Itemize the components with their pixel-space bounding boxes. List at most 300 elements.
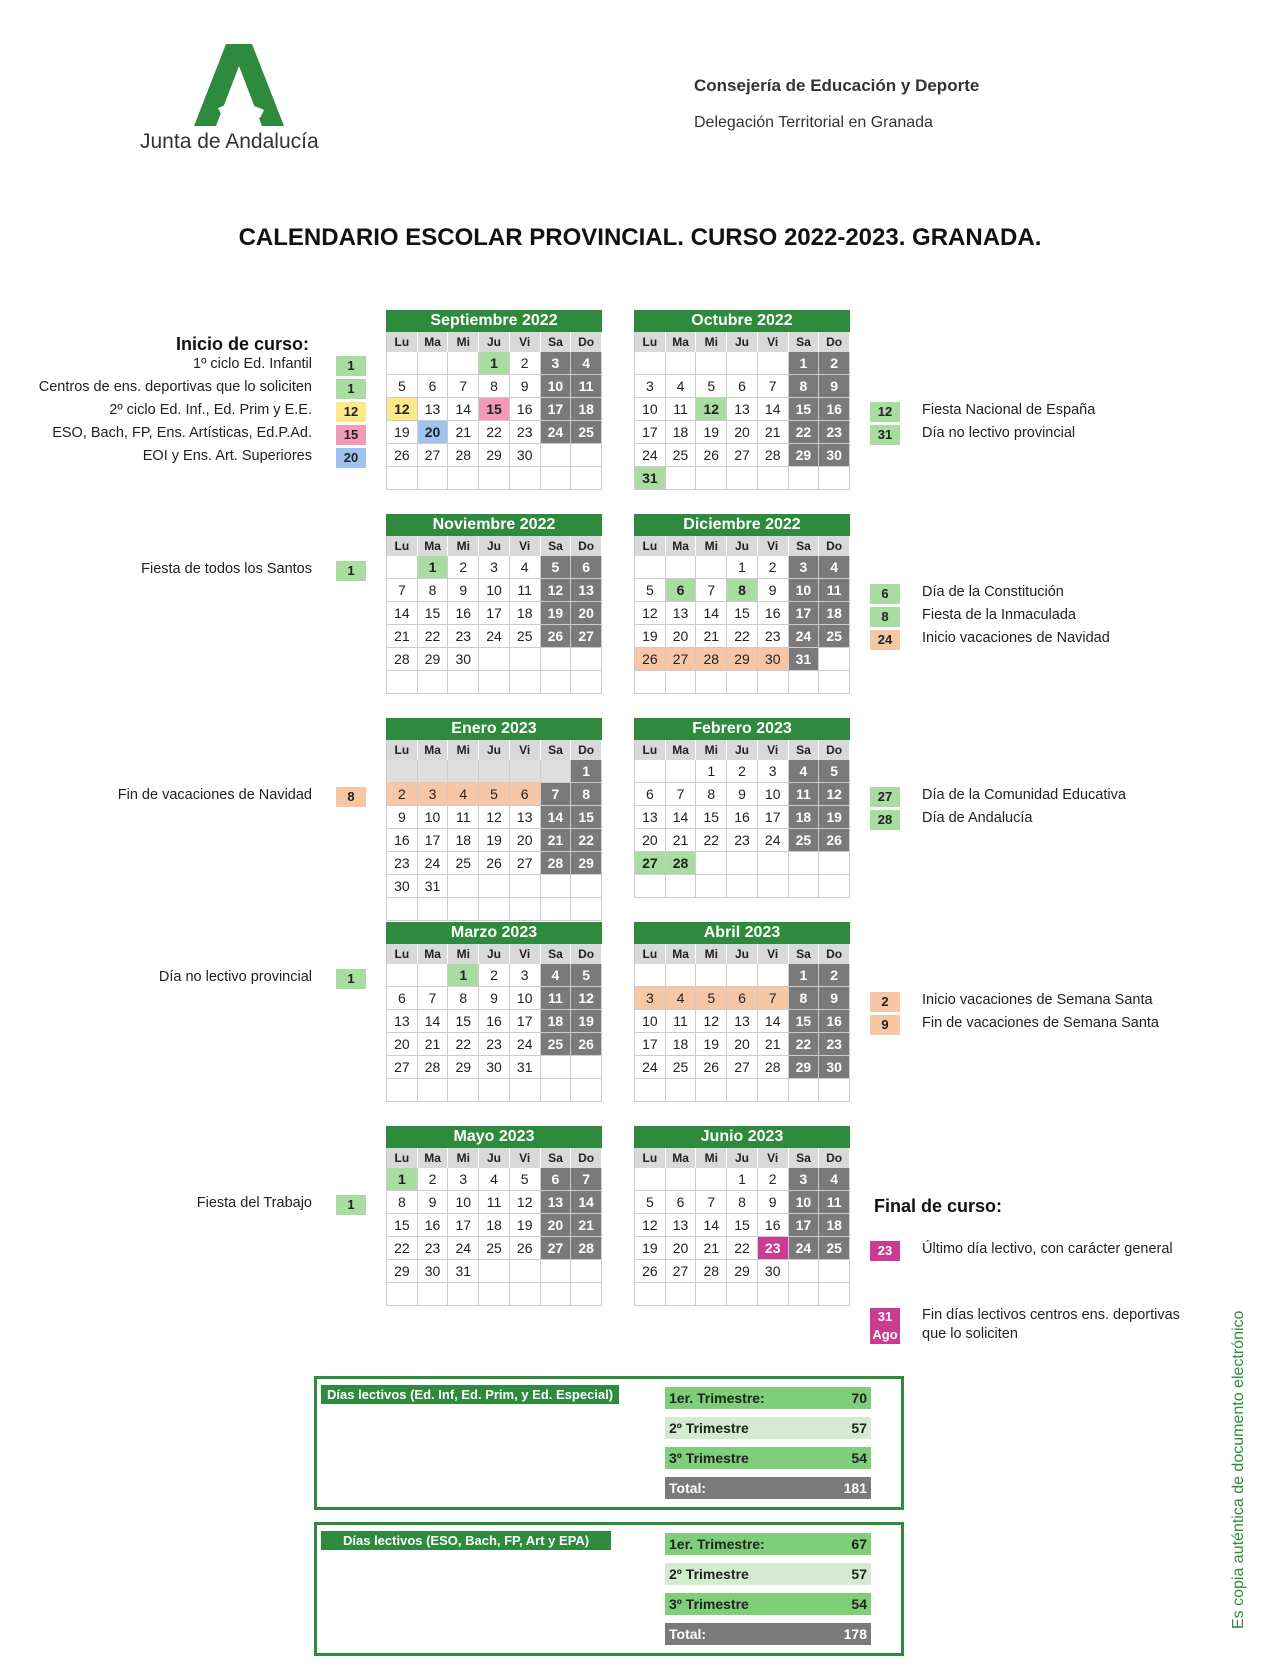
- empty-day-cell: [571, 467, 602, 490]
- empty-day-cell: [448, 467, 479, 490]
- day-cell: 26: [479, 852, 510, 875]
- day-cell: 11: [448, 806, 479, 829]
- page-title: CALENDARIO ESCOLAR PROVINCIAL. CURSO 2022-2023. GRANADA.: [238, 224, 1042, 251]
- day-cell: 21: [448, 421, 479, 444]
- empty-day-cell: [510, 648, 541, 671]
- empty-day-cell: [510, 875, 541, 898]
- day-cell: 11: [510, 579, 541, 602]
- day-cell: 15: [696, 806, 727, 829]
- octubre-note-badge-1: 12: [870, 402, 900, 422]
- summary-row-value: 178: [843, 1626, 867, 1642]
- empty-day-cell: [387, 352, 418, 375]
- day-cell: 1: [479, 352, 510, 375]
- day-cell: 28: [758, 1056, 789, 1079]
- day-cell: 25: [571, 421, 602, 444]
- inicio-label-5: EOI y Ens. Art. Superiores: [142, 448, 312, 464]
- day-cell: 14: [758, 398, 789, 421]
- empty-day-cell: [448, 1283, 479, 1306]
- weekday-header: Lu: [635, 740, 666, 760]
- inicio-label-2: Centros de ens. deportivas que lo soliciten: [38, 379, 312, 395]
- empty-day-cell: [696, 467, 727, 490]
- day-cell: 23: [510, 421, 541, 444]
- day-cell: 19: [635, 1237, 666, 1260]
- day-cell: 28: [696, 648, 727, 671]
- day-cell: 16: [758, 602, 789, 625]
- day-cell: 18: [666, 421, 697, 444]
- empty-day-cell: [727, 352, 758, 375]
- day-cell: 4: [666, 375, 697, 398]
- day-cell: 6: [418, 375, 449, 398]
- summary-row: [665, 1533, 871, 1555]
- day-cell: 11: [819, 579, 850, 602]
- day-cell: 1: [789, 352, 820, 375]
- day-cell: 4: [819, 556, 850, 579]
- day-cell: 16: [479, 1010, 510, 1033]
- empty-day-cell: [479, 1260, 510, 1283]
- weekday-header: Mi: [448, 536, 479, 556]
- month-days-grid: [634, 1148, 850, 1306]
- day-cell: 15: [479, 398, 510, 421]
- day-cell: 13: [666, 602, 697, 625]
- day-cell: 28: [448, 444, 479, 467]
- day-cell: 20: [541, 1214, 572, 1237]
- summary-row-value: 54: [851, 1450, 867, 1466]
- empty-day-cell: [387, 898, 418, 921]
- diciembre-note-label-2: Fiesta de la Inmaculada: [922, 607, 1076, 623]
- enero-note-badge: 8: [336, 787, 366, 807]
- day-cell: 11: [666, 1010, 697, 1033]
- empty-day-cell: [696, 875, 727, 898]
- summary-row-label: Total:: [669, 1480, 707, 1496]
- authenticity-note: Es copia auténtica de documento electrónico: [1230, 1310, 1247, 1629]
- day-cell: 12: [696, 1010, 727, 1033]
- empty-day-cell: [666, 964, 697, 987]
- month-days-grid: [634, 536, 850, 694]
- day-cell: 26: [696, 1056, 727, 1079]
- empty-day-cell: [789, 467, 820, 490]
- empty-day-cell: [635, 1079, 666, 1102]
- day-cell: 1: [789, 964, 820, 987]
- octubre-note-badge-2: 31: [870, 425, 900, 445]
- day-cell: 21: [541, 829, 572, 852]
- day-cell: 23: [819, 1033, 850, 1056]
- day-cell: 17: [758, 806, 789, 829]
- day-cell: 18: [448, 829, 479, 852]
- summary-row-label: Total:: [669, 1626, 707, 1642]
- day-cell: 27: [727, 444, 758, 467]
- day-cell: 4: [666, 987, 697, 1010]
- day-cell: 6: [387, 987, 418, 1010]
- empty-day-cell: [727, 1283, 758, 1306]
- day-cell: 19: [510, 1214, 541, 1237]
- empty-day-cell: [448, 1079, 479, 1102]
- day-cell: 27: [387, 1056, 418, 1079]
- empty-day-cell: [479, 1283, 510, 1306]
- day-cell: 10: [510, 987, 541, 1010]
- day-cell: 10: [635, 1010, 666, 1033]
- day-cell: 7: [666, 783, 697, 806]
- day-cell: 9: [510, 375, 541, 398]
- summary-row-value: 181: [843, 1480, 867, 1496]
- org-name: Junta de Andalucía: [140, 130, 319, 153]
- day-cell: 14: [541, 806, 572, 829]
- empty-day-cell: [448, 352, 479, 375]
- octubre-note-label-1: Fiesta Nacional de España: [922, 402, 1096, 418]
- day-cell: 30: [819, 1056, 850, 1079]
- empty-day-cell: [387, 1079, 418, 1102]
- day-cell: 5: [479, 783, 510, 806]
- day-cell: 17: [789, 1214, 820, 1237]
- inicio-label-3: 2º ciclo Ed. Inf., Ed. Prim y E.E.: [109, 402, 312, 418]
- day-cell: 2: [418, 1168, 449, 1191]
- day-cell: 8: [418, 579, 449, 602]
- summary-row-label: 2º Trimestre: [669, 1566, 749, 1582]
- day-cell: 22: [571, 829, 602, 852]
- empty-day-cell: [479, 1079, 510, 1102]
- month-days-grid: [634, 332, 850, 490]
- month-title: Septiembre 2022: [386, 310, 602, 332]
- day-cell: 31: [418, 875, 449, 898]
- empty-day-cell: [758, 352, 789, 375]
- day-cell: 15: [448, 1010, 479, 1033]
- day-cell: 17: [635, 421, 666, 444]
- day-cell: 22: [727, 1237, 758, 1260]
- day-cell: 13: [418, 398, 449, 421]
- day-cell: 16: [819, 1010, 850, 1033]
- summary-box-primaria: [314, 1376, 904, 1510]
- day-cell: 2: [387, 783, 418, 806]
- day-cell: 25: [819, 1237, 850, 1260]
- month-calendar: [634, 718, 850, 898]
- empty-day-cell: [819, 1079, 850, 1102]
- weekday-header: Sa: [789, 536, 820, 556]
- empty-day-cell: [571, 898, 602, 921]
- day-cell: 22: [418, 625, 449, 648]
- day-cell: 22: [387, 1237, 418, 1260]
- weekday-header: Ju: [727, 740, 758, 760]
- month-title: Enero 2023: [386, 718, 602, 740]
- empty-day-cell: [418, 760, 449, 783]
- day-cell: 26: [571, 1033, 602, 1056]
- weekday-header: Do: [571, 944, 602, 964]
- day-cell: 21: [666, 829, 697, 852]
- day-cell: 24: [541, 421, 572, 444]
- day-cell: 16: [510, 398, 541, 421]
- abril-note-label-2: Fin de vacaciones de Semana Santa: [922, 1015, 1159, 1031]
- summary-row-label: 1er. Trimestre:: [669, 1536, 765, 1552]
- empty-day-cell: [571, 444, 602, 467]
- day-cell: 28: [758, 444, 789, 467]
- empty-day-cell: [789, 671, 820, 694]
- weekday-header: Vi: [758, 944, 789, 964]
- inicio-label-1: 1º ciclo Ed. Infantil: [193, 356, 312, 372]
- day-cell: 13: [387, 1010, 418, 1033]
- febrero-note-label-2: Día de Andalucía: [922, 810, 1033, 826]
- empty-day-cell: [479, 467, 510, 490]
- day-cell: 20: [635, 829, 666, 852]
- empty-day-cell: [666, 671, 697, 694]
- final-badge-2-month: Ago: [872, 1327, 898, 1342]
- empty-day-cell: [696, 1168, 727, 1191]
- weekday-header: Ju: [727, 536, 758, 556]
- day-cell: 25: [541, 1033, 572, 1056]
- day-cell: 15: [789, 398, 820, 421]
- day-cell: 20: [666, 1237, 697, 1260]
- empty-day-cell: [541, 1079, 572, 1102]
- mayo-note-label: Fiesta del Trabajo: [196, 1195, 312, 1211]
- day-cell: 31: [789, 648, 820, 671]
- empty-day-cell: [448, 760, 479, 783]
- summary-row-label: 3º Trimestre: [669, 1596, 749, 1612]
- day-cell: 10: [541, 375, 572, 398]
- day-cell: 17: [479, 602, 510, 625]
- day-cell: 29: [571, 852, 602, 875]
- weekday-header: Sa: [789, 332, 820, 352]
- empty-day-cell: [541, 898, 572, 921]
- day-cell: 9: [819, 375, 850, 398]
- day-cell: 3: [479, 556, 510, 579]
- day-cell: 10: [758, 783, 789, 806]
- day-cell: 30: [479, 1056, 510, 1079]
- noviembre-note-badge: 1: [336, 561, 366, 581]
- empty-day-cell: [510, 671, 541, 694]
- weekday-header: Lu: [635, 944, 666, 964]
- noviembre-note-label: Fiesta de todos los Santos: [141, 561, 312, 577]
- day-cell: 16: [758, 1214, 789, 1237]
- month-calendar: [634, 1126, 850, 1306]
- day-cell: 27: [571, 625, 602, 648]
- weekday-header: Ma: [418, 1148, 449, 1168]
- day-cell: 20: [510, 829, 541, 852]
- day-cell: 18: [666, 1033, 697, 1056]
- day-cell: 23: [758, 625, 789, 648]
- empty-day-cell: [571, 671, 602, 694]
- day-cell: 17: [789, 602, 820, 625]
- day-cell: 8: [387, 1191, 418, 1214]
- month-title: Abril 2023: [634, 922, 850, 944]
- day-cell: 14: [696, 602, 727, 625]
- weekday-header: Sa: [789, 1148, 820, 1168]
- month-days-grid: [386, 332, 602, 490]
- final-label-1: Último día lectivo, con carácter general: [922, 1241, 1173, 1257]
- day-cell: 20: [666, 625, 697, 648]
- weekday-header: Lu: [635, 536, 666, 556]
- day-cell: 27: [666, 648, 697, 671]
- empty-day-cell: [418, 898, 449, 921]
- day-cell: 11: [541, 987, 572, 1010]
- diciembre-note-badge-3: 24: [870, 630, 900, 650]
- empty-day-cell: [541, 875, 572, 898]
- empty-day-cell: [541, 467, 572, 490]
- summary-row-label: 3º Trimestre: [669, 1450, 749, 1466]
- day-cell: 28: [696, 1260, 727, 1283]
- day-cell: 15: [387, 1214, 418, 1237]
- weekday-header: Vi: [758, 332, 789, 352]
- day-cell: 19: [819, 806, 850, 829]
- empty-day-cell: [635, 964, 666, 987]
- empty-day-cell: [541, 760, 572, 783]
- weekday-header: Ju: [479, 740, 510, 760]
- day-cell: 12: [479, 806, 510, 829]
- summary-row-value: 70: [851, 1390, 867, 1406]
- month-calendar: [386, 922, 602, 1102]
- day-cell: 8: [479, 375, 510, 398]
- weekday-header: Ju: [479, 332, 510, 352]
- weekday-header: Vi: [758, 1148, 789, 1168]
- weekday-header: Sa: [541, 740, 572, 760]
- day-cell: 29: [418, 648, 449, 671]
- day-cell: 5: [635, 1191, 666, 1214]
- summary-heading: Días lectivos (ESO, Bach, FP, Art y EPA): [321, 1531, 611, 1550]
- month-days-grid: [386, 536, 602, 694]
- day-cell: 8: [727, 579, 758, 602]
- octubre-note-label-2: Día no lectivo provincial: [922, 425, 1076, 441]
- day-cell: 15: [727, 1214, 758, 1237]
- empty-day-cell: [510, 467, 541, 490]
- marzo-note-label: Día no lectivo provincial: [158, 969, 312, 985]
- weekday-header: Ju: [727, 944, 758, 964]
- weekday-header: Do: [819, 536, 850, 556]
- day-cell: 24: [789, 625, 820, 648]
- day-cell: 11: [571, 375, 602, 398]
- consejeria-name: Consejería de Educación y Deporte: [694, 76, 980, 95]
- empty-day-cell: [758, 1283, 789, 1306]
- month-days-grid: [634, 944, 850, 1102]
- day-cell: 13: [541, 1191, 572, 1214]
- month-calendar: [634, 922, 850, 1102]
- day-cell: 2: [448, 556, 479, 579]
- day-cell: 28: [541, 852, 572, 875]
- day-cell: 9: [758, 1191, 789, 1214]
- inicio-badge-1: 1: [336, 356, 366, 376]
- day-cell: 23: [758, 1237, 789, 1260]
- empty-day-cell: [571, 1260, 602, 1283]
- inicio-badge-4: 15: [336, 425, 366, 445]
- day-cell: 11: [819, 1191, 850, 1214]
- month-title: Noviembre 2022: [386, 514, 602, 536]
- day-cell: 1: [696, 760, 727, 783]
- empty-day-cell: [448, 671, 479, 694]
- summary-row: [665, 1447, 871, 1469]
- empty-day-cell: [819, 1283, 850, 1306]
- day-cell: 21: [418, 1033, 449, 1056]
- day-cell: 3: [789, 1168, 820, 1191]
- inicio-badge-2: 1: [336, 379, 366, 399]
- empty-day-cell: [418, 671, 449, 694]
- inicio-badge-5: 20: [336, 448, 366, 468]
- summary-row: [665, 1417, 871, 1439]
- day-cell: 24: [789, 1237, 820, 1260]
- day-cell: 20: [418, 421, 449, 444]
- empty-day-cell: [789, 1283, 820, 1306]
- weekday-header: Ju: [479, 1148, 510, 1168]
- weekday-header: Lu: [635, 332, 666, 352]
- day-cell: 25: [666, 444, 697, 467]
- day-cell: 1: [727, 556, 758, 579]
- day-cell: 31: [510, 1056, 541, 1079]
- weekday-header: Lu: [387, 944, 418, 964]
- empty-day-cell: [541, 648, 572, 671]
- empty-day-cell: [758, 467, 789, 490]
- day-cell: 31: [448, 1260, 479, 1283]
- day-cell: 16: [819, 398, 850, 421]
- empty-day-cell: [479, 898, 510, 921]
- day-cell: 8: [789, 987, 820, 1010]
- month-calendar: [386, 1126, 602, 1306]
- empty-day-cell: [666, 1079, 697, 1102]
- empty-day-cell: [819, 852, 850, 875]
- weekday-header: Sa: [541, 944, 572, 964]
- empty-day-cell: [387, 467, 418, 490]
- empty-day-cell: [479, 875, 510, 898]
- day-cell: 9: [758, 579, 789, 602]
- day-cell: 3: [758, 760, 789, 783]
- month-calendar: [386, 514, 602, 694]
- summary-row: [665, 1563, 871, 1585]
- day-cell: 23: [479, 1033, 510, 1056]
- final-badge-2: [870, 1308, 900, 1344]
- day-cell: 27: [510, 852, 541, 875]
- day-cell: 13: [727, 1010, 758, 1033]
- empty-day-cell: [541, 671, 572, 694]
- empty-day-cell: [635, 352, 666, 375]
- day-cell: 6: [510, 783, 541, 806]
- day-cell: 20: [387, 1033, 418, 1056]
- empty-day-cell: [727, 467, 758, 490]
- day-cell: 9: [819, 987, 850, 1010]
- empty-day-cell: [789, 875, 820, 898]
- weekday-header: Lu: [387, 1148, 418, 1168]
- day-cell: 19: [696, 421, 727, 444]
- day-cell: 8: [727, 1191, 758, 1214]
- month-title: Junio 2023: [634, 1126, 850, 1148]
- day-cell: 12: [387, 398, 418, 421]
- empty-day-cell: [387, 760, 418, 783]
- empty-day-cell: [541, 1056, 572, 1079]
- day-cell: 6: [727, 375, 758, 398]
- day-cell: 18: [789, 806, 820, 829]
- day-cell: 18: [819, 602, 850, 625]
- empty-day-cell: [418, 1079, 449, 1102]
- day-cell: 4: [571, 352, 602, 375]
- day-cell: 13: [727, 398, 758, 421]
- empty-day-cell: [635, 1168, 666, 1191]
- final-label-2-line1: Fin días lectivos centros ens. deportivas: [922, 1307, 1180, 1323]
- day-cell: 21: [758, 1033, 789, 1056]
- day-cell: 2: [479, 964, 510, 987]
- day-cell: 6: [571, 556, 602, 579]
- weekday-header: Vi: [758, 536, 789, 556]
- day-cell: 24: [510, 1033, 541, 1056]
- weekday-header: Vi: [510, 740, 541, 760]
- summary-row-total: [665, 1623, 871, 1645]
- day-cell: 15: [571, 806, 602, 829]
- day-cell: 16: [448, 602, 479, 625]
- empty-day-cell: [666, 556, 697, 579]
- day-cell: 4: [479, 1168, 510, 1191]
- day-cell: 21: [758, 421, 789, 444]
- day-cell: 4: [789, 760, 820, 783]
- empty-day-cell: [510, 898, 541, 921]
- day-cell: 4: [448, 783, 479, 806]
- empty-day-cell: [666, 352, 697, 375]
- day-cell: 20: [727, 421, 758, 444]
- day-cell: 31: [635, 467, 666, 490]
- empty-day-cell: [479, 760, 510, 783]
- day-cell: 3: [789, 556, 820, 579]
- empty-day-cell: [635, 671, 666, 694]
- weekday-header: Mi: [448, 944, 479, 964]
